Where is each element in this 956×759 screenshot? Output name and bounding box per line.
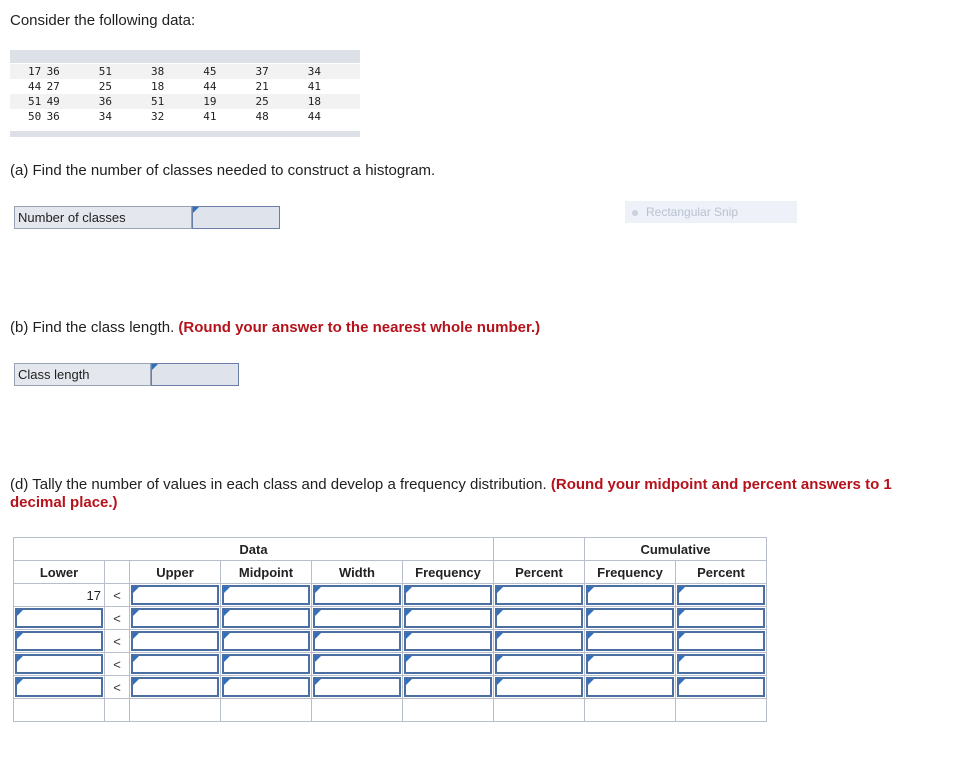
frequency-input[interactable] <box>404 631 492 651</box>
header-group-data: Data <box>14 538 494 561</box>
width-input[interactable] <box>313 585 401 605</box>
data-cell: 25 <box>256 94 308 109</box>
width-input[interactable] <box>313 631 401 651</box>
data-cell: 41 <box>307 80 321 93</box>
answer-flag-icon <box>133 656 139 662</box>
frequency-cell <box>403 676 494 699</box>
header-cum-percent: Percent <box>676 561 767 584</box>
rectangular-snip-overlay <box>625 201 797 223</box>
header-cum-frequency: Frequency <box>585 561 676 584</box>
width-cell <box>312 676 403 699</box>
answer-flag-icon <box>679 633 685 639</box>
answer-flag-icon <box>679 679 685 685</box>
upper-input[interactable] <box>131 631 219 651</box>
data-cell: 18 <box>308 94 360 109</box>
part-b-text: (b) Find the class length. <box>10 319 175 336</box>
midpoint-cell <box>221 653 312 676</box>
less-than-symbol: < <box>113 610 121 626</box>
less-than-cell <box>105 630 130 653</box>
upper-cell <box>130 584 221 607</box>
cum-frequency-input[interactable] <box>586 631 674 651</box>
class-length-input[interactable] <box>151 363 239 386</box>
data-row <box>10 64 360 79</box>
part-a-text: (a) Find the number of classes needed to construct a histogram. <box>10 162 436 179</box>
cum-frequency-cell <box>585 584 676 607</box>
answer-flag-icon <box>133 679 139 685</box>
cum-percent-input[interactable] <box>677 585 765 605</box>
part-a-question <box>10 162 435 180</box>
empty-cell <box>312 699 403 722</box>
width-cell <box>312 653 403 676</box>
data-table <box>10 64 360 124</box>
answer-flag-icon <box>152 364 158 370</box>
answer-flag-icon <box>679 610 685 616</box>
cum-percent-cell <box>676 676 767 699</box>
upper-cell <box>130 676 221 699</box>
answer-flag-icon <box>133 587 139 593</box>
data-cell: 48 <box>255 110 269 123</box>
data-cell: 51 <box>10 94 47 109</box>
percent-cell <box>494 653 585 676</box>
empty-cell <box>585 699 676 722</box>
upper-input[interactable] <box>131 608 219 628</box>
less-than-symbol: < <box>113 656 121 672</box>
empty-cell <box>403 699 494 722</box>
frequency-distribution-table <box>13 537 767 722</box>
answer-flag-icon <box>497 679 503 685</box>
empty-cell <box>494 699 585 722</box>
midpoint-input[interactable] <box>222 608 310 628</box>
data-cell: 36 <box>47 64 99 79</box>
answer-flag-icon <box>17 610 23 616</box>
lower-cell <box>14 630 105 653</box>
snip-label: Rectangular Snip <box>646 205 739 219</box>
data-cell: 27 <box>46 80 60 93</box>
percent-cell <box>494 630 585 653</box>
data-cell: 49 <box>47 94 99 109</box>
empty-cell <box>14 699 105 722</box>
data-cell: 44 <box>307 110 321 123</box>
frequency-cell <box>403 653 494 676</box>
table-row <box>14 676 767 699</box>
cum-frequency-cell <box>585 630 676 653</box>
percent-cell <box>494 584 585 607</box>
lower-cell <box>14 653 105 676</box>
cum-percent-input[interactable] <box>677 608 765 628</box>
less-than-cell <box>105 584 130 607</box>
number-of-classes-label: Number of classes <box>14 206 192 229</box>
answer-flag-icon <box>315 656 321 662</box>
upper-cell <box>130 653 221 676</box>
answer-flag-icon <box>406 656 412 662</box>
answer-flag-icon <box>679 587 685 593</box>
table-row <box>14 607 767 630</box>
midpoint-input[interactable] <box>222 585 310 605</box>
class-length-label: Class length <box>14 363 151 386</box>
cum-frequency-cell <box>585 607 676 630</box>
midpoint-input[interactable] <box>222 654 310 674</box>
header-frequency: Frequency <box>403 561 494 584</box>
upper-input[interactable] <box>131 585 219 605</box>
answer-flag-icon <box>224 656 230 662</box>
cum-percent-input[interactable] <box>677 631 765 651</box>
frequency-input[interactable] <box>404 677 492 697</box>
header-lower: Lower <box>14 561 105 584</box>
cum-frequency-input[interactable] <box>586 654 674 674</box>
percent-input[interactable] <box>495 631 583 651</box>
data-cell: 50 <box>28 110 42 123</box>
percent-cell <box>494 607 585 630</box>
empty-cell <box>130 699 221 722</box>
cum-frequency-input[interactable] <box>586 585 674 605</box>
answer-flag-icon <box>133 633 139 639</box>
width-input[interactable] <box>313 677 401 697</box>
upper-input[interactable] <box>131 654 219 674</box>
cum-frequency-input[interactable] <box>586 677 674 697</box>
data-cell: 34 <box>308 64 360 79</box>
cum-percent-cell <box>676 653 767 676</box>
data-row <box>10 94 360 109</box>
data-cell: 45 <box>203 64 255 79</box>
data-footer-band <box>10 131 360 137</box>
cum-percent-input[interactable] <box>677 654 765 674</box>
table-row <box>14 584 767 607</box>
answer-flag-icon <box>406 587 412 593</box>
answer-flag-icon <box>497 633 503 639</box>
snip-dot-icon <box>632 210 638 216</box>
percent-input[interactable] <box>495 654 583 674</box>
part-d-instruction-2: decimal place.) <box>10 494 118 511</box>
answer-flag-icon <box>17 633 23 639</box>
data-cell: 44 <box>203 80 217 93</box>
data-cell: 34 <box>98 110 113 123</box>
answer-flag-icon <box>224 610 230 616</box>
table-row <box>14 653 767 676</box>
lower-cell <box>14 676 105 699</box>
frequency-cell <box>403 607 494 630</box>
data-cell: 38 <box>151 64 203 79</box>
answer-flag-icon <box>406 633 412 639</box>
data-row <box>10 109 360 124</box>
answer-flag-icon <box>133 610 139 616</box>
answer-flag-icon <box>406 610 412 616</box>
cum-frequency-input[interactable] <box>586 608 674 628</box>
data-cell: 41 <box>203 110 217 123</box>
empty-cell <box>676 699 767 722</box>
frequency-input[interactable] <box>404 585 492 605</box>
midpoint-cell <box>221 584 312 607</box>
header-percent: Percent <box>494 561 585 584</box>
answer-flag-icon <box>588 679 594 685</box>
data-cell: 36 <box>46 110 60 123</box>
percent-cell <box>494 676 585 699</box>
answer-flag-icon <box>224 587 230 593</box>
data-row <box>10 79 360 94</box>
part-b-instruction: (Round your answer to the nearest whole number.) <box>178 319 541 336</box>
cum-frequency-cell <box>585 653 676 676</box>
header-upper: Upper <box>130 561 221 584</box>
data-cell: 18 <box>151 80 165 93</box>
frequency-input[interactable] <box>404 608 492 628</box>
number-of-classes-input[interactable] <box>192 206 280 229</box>
data-header-band <box>10 50 360 63</box>
answer-flag-icon <box>315 610 321 616</box>
upper-cell <box>130 630 221 653</box>
percent-input[interactable] <box>495 608 583 628</box>
data-cell: 21 <box>255 80 269 93</box>
intro-text: Consider the following data: <box>10 12 196 29</box>
data-cell: 51 <box>151 94 203 109</box>
answer-flag-icon <box>497 656 503 662</box>
answer-flag-icon <box>315 679 321 685</box>
header-lt-spacer <box>105 561 130 584</box>
less-than-symbol: < <box>113 587 121 603</box>
answer-flag-icon <box>679 656 685 662</box>
answer-flag-icon <box>17 656 23 662</box>
part-b-question <box>10 319 540 337</box>
midpoint-cell <box>221 630 312 653</box>
answer-flag-icon <box>588 610 594 616</box>
part-d-question <box>10 476 892 494</box>
answer-flag-icon <box>224 679 230 685</box>
less-than-symbol: < <box>113 679 121 695</box>
less-than-cell <box>105 607 130 630</box>
midpoint-input[interactable] <box>222 631 310 651</box>
less-than-cell <box>105 653 130 676</box>
answer-flag-icon <box>224 633 230 639</box>
width-cell <box>312 630 403 653</box>
cum-percent-cell <box>676 630 767 653</box>
lower-cell <box>14 607 105 630</box>
width-cell <box>312 607 403 630</box>
data-cell: 44 <box>28 80 42 93</box>
less-than-symbol: < <box>113 633 121 649</box>
lower-value-cell <box>14 584 105 607</box>
empty-cell <box>105 699 130 722</box>
frequency-input[interactable] <box>404 654 492 674</box>
part-d-instruction-1: (Round your midpoint and percent answers to 1 <box>550 476 892 493</box>
width-cell <box>312 584 403 607</box>
frequency-cell <box>403 630 494 653</box>
data-cell: 17 <box>10 64 47 79</box>
part-d-text: (d) Tally the number of values in each class and develop a frequency distribution. <box>10 476 547 493</box>
data-cell: 19 <box>203 94 255 109</box>
cum-frequency-cell <box>585 676 676 699</box>
answer-flag-icon <box>315 587 321 593</box>
upper-input[interactable] <box>131 677 219 697</box>
data-cell: 32 <box>151 110 165 123</box>
data-cell: 37 <box>256 64 308 79</box>
answer-flag-icon <box>17 679 23 685</box>
upper-cell <box>130 607 221 630</box>
header-width: Width <box>312 561 403 584</box>
cum-percent-cell <box>676 584 767 607</box>
header-group-cumulative: Cumulative <box>585 538 767 561</box>
frequency-cell <box>403 584 494 607</box>
less-than-cell <box>105 676 130 699</box>
answer-flag-icon <box>588 633 594 639</box>
lower-value: 17 <box>86 587 101 603</box>
data-cell: 51 <box>99 64 151 79</box>
midpoint-input[interactable] <box>222 677 310 697</box>
percent-input[interactable] <box>495 677 583 697</box>
header-group-spacer <box>494 538 585 561</box>
table-row <box>14 630 767 653</box>
lower-input[interactable] <box>15 677 103 697</box>
midpoint-cell <box>221 607 312 630</box>
lower-input[interactable] <box>15 608 103 628</box>
empty-cell <box>221 699 312 722</box>
data-cell: 36 <box>99 94 151 109</box>
header-midpoint: Midpoint <box>221 561 312 584</box>
lower-input[interactable] <box>15 631 103 651</box>
width-input[interactable] <box>313 608 401 628</box>
answer-flag-icon <box>588 587 594 593</box>
cum-percent-input[interactable] <box>677 677 765 697</box>
table-row <box>14 699 767 722</box>
answer-flag-icon <box>193 207 199 213</box>
answer-flag-icon <box>588 656 594 662</box>
width-input[interactable] <box>313 654 401 674</box>
answer-flag-icon <box>406 679 412 685</box>
answer-flag-icon <box>497 610 503 616</box>
lower-input[interactable] <box>15 654 103 674</box>
midpoint-cell <box>221 676 312 699</box>
answer-flag-icon <box>497 587 503 593</box>
percent-input[interactable] <box>495 585 583 605</box>
answer-flag-icon <box>315 633 321 639</box>
data-cell: 25 <box>98 80 113 93</box>
cum-percent-cell <box>676 607 767 630</box>
